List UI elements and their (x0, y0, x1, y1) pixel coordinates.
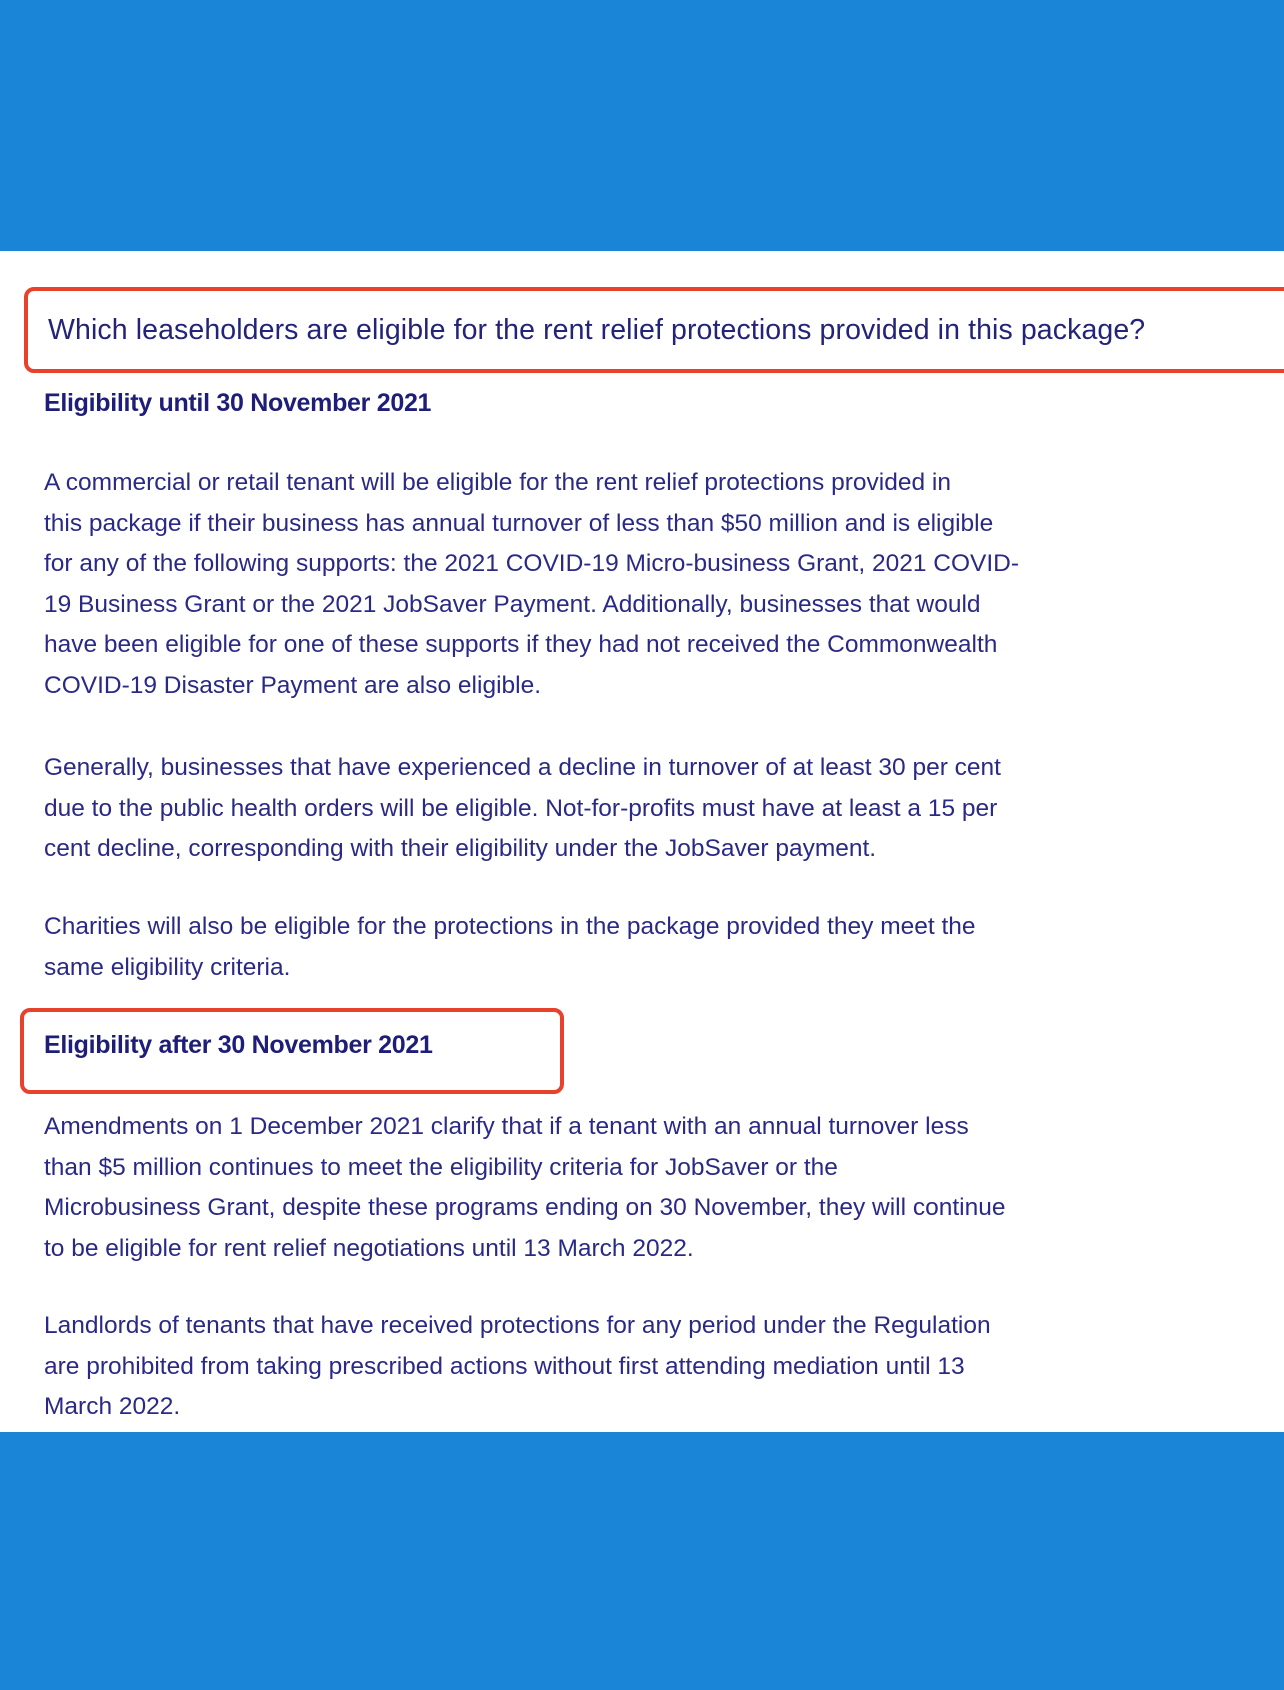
text-line: to be eligible for rent relief negotiations until 13 March 2022. (44, 1234, 694, 1262)
text-line: Microbusiness Grant, despite these programs ending on 30 November, they will continue (44, 1194, 1006, 1221)
paragraph-tenant-eligibility (44, 463, 1184, 706)
text-line: have been eligible for one of these supports if they had not received the Commonwealth (44, 631, 998, 658)
text-line: COVID-19 Disaster Payment are also eligible. (44, 671, 542, 699)
text-line: A commercial or retail tenant will be eligible for the rent relief protections provided in (44, 469, 951, 496)
paragraph-amendments (44, 1107, 1184, 1269)
text-line: Landlords of tenants that have received protections for any period under the Regulation (44, 1312, 991, 1339)
text-line: Amendments on 1 December 2021 clarify that if a tenant with an annual turnover less (44, 1113, 969, 1140)
top-blue-band (0, 0, 1284, 251)
section-heading-until: Eligibility until 30 November 2021 (44, 389, 432, 417)
text-line: 19 Business Grant or the 2021 JobSaver Payment. Additionally, businesses that would (44, 590, 981, 618)
question-heading: Which leaseholders are eligible for the rent relief protections provided in this package? (48, 314, 1146, 346)
text-line: same eligibility criteria. (44, 953, 291, 981)
text-line: due to the public health orders will be eligible. Not-for-profits must have at least a 15 per (44, 794, 998, 822)
bottom-blue-band (0, 1432, 1284, 1690)
text-line: are prohibited from taking prescribed actions without first attending mediation until 13 (44, 1352, 965, 1380)
text-line: than $5 million continues to meet the eligibility criteria for JobSaver or the (44, 1153, 838, 1181)
paragraph-turnover-decline (44, 748, 1184, 870)
question-highlight-box (24, 287, 1284, 373)
paragraph-landlords (44, 1306, 1184, 1428)
text-line: cent decline, corresponding with their eligibility under the JobSaver payment. (44, 835, 877, 862)
text-line: Generally, businesses that have experienced a decline in turnover of at least 30 per cent (44, 754, 1001, 781)
article-content (0, 251, 1284, 1432)
paragraph-charities (44, 907, 1184, 988)
text-line: Charities will also be eligible for the protections in the package provided they meet the (44, 913, 976, 940)
text-line: March 2022. (44, 1393, 181, 1420)
text-line: for any of the following supports: the 2021 COVID-19 Micro-business Grant, 2021 COVID- (44, 550, 1020, 577)
text-line: this package if their business has annual turnover of less than $50 million and is eligible (44, 509, 994, 537)
section-heading-after: Eligibility after 30 November 2021 (44, 1031, 433, 1059)
